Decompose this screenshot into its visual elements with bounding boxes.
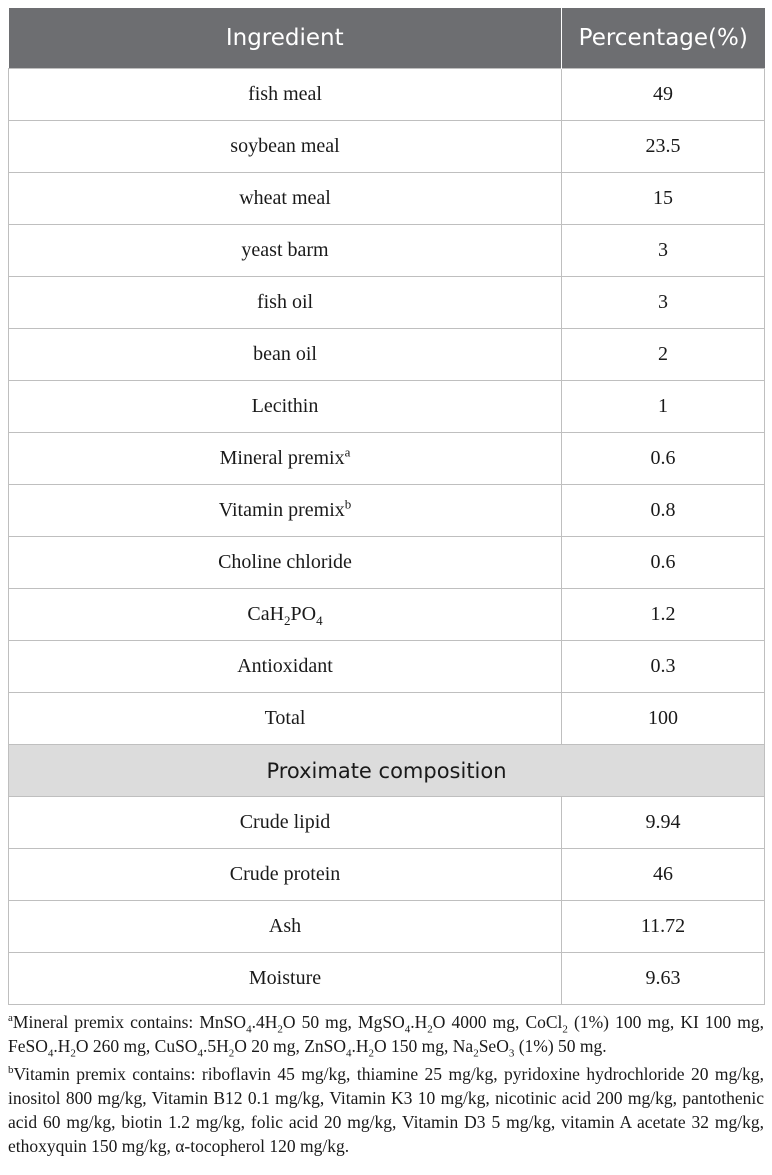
subscript: 4 [346,1047,352,1060]
ingredient-name: Crude protein [229,863,341,885]
subscript: 2 [228,1047,235,1060]
ingredient-name-cell [9,797,562,849]
subscript: 2 [368,1047,375,1060]
table-row [9,381,765,433]
ingredient-name-cell [9,121,562,173]
footnote-mark: b [8,1064,14,1077]
subscript: 2 [427,1023,433,1036]
percentage-cell: 46 [562,849,765,901]
ingredient-name: fish meal [248,83,322,105]
table-header-row [9,8,765,69]
footnote-text-part: O 260 mg, CuSO [75,1036,198,1056]
table-row [9,797,765,849]
footnote-text-part: O 50 mg, MgSO [282,1012,405,1032]
footnote-text-part: O 150 mg, Na [374,1036,474,1056]
ingredient-name-cell [9,277,562,329]
table-row [9,485,765,537]
footnote-mark: a [8,1012,13,1025]
ingredient-name-cell [9,329,562,381]
table-row [9,433,765,485]
percentage-cell: 9.94 [562,797,765,849]
ingredient-name-cell [9,537,562,589]
section-row [9,745,765,797]
subscript: 2 [70,1047,76,1060]
ingredient-name-cell [9,485,562,537]
subscript: 2 [473,1047,479,1060]
table-footnotes [8,1010,764,1162]
footnote-text-part: .H [351,1036,369,1056]
ingredient-name-cell [9,589,562,641]
ingredient-name: bean oil [253,343,317,365]
ingredient-name: Moisture [248,967,322,989]
composition-rows [9,797,765,1005]
percentage-cell: 0.6 [562,433,765,485]
subscript: 3 [508,1047,515,1060]
diet-composition-table-wrap [8,8,764,1005]
percentage-cell: 0.3 [562,641,765,693]
table-row [9,121,765,173]
table-row [9,589,765,641]
ingredient-name: Choline chloride [218,551,352,573]
table-row [9,953,765,1005]
ingredient-name: wheat meal [239,187,331,209]
table-row [9,849,765,901]
percentage-cell: 3 [562,225,765,277]
footnote-text-part: .4H [251,1012,278,1032]
footnote-text-part: .H [53,1036,71,1056]
footnote-text-part: .5H [202,1036,229,1056]
footnote-mark: b [344,496,352,512]
table-row [9,329,765,381]
percentage-cell: 2 [562,329,765,381]
ingredient-name-cell [9,693,562,745]
subscript: 2 [277,1023,283,1036]
footnote-text-part: (1%) 100 mg, KI 100 mg, FeSO [8,1012,764,1056]
table-row [9,693,765,745]
percentage-cell: 15 [562,173,765,225]
percentage-cell: 23.5 [562,121,765,173]
ingredient-name-cell [9,69,562,121]
percentage-cell: 3 [562,277,765,329]
percentage-cell: 0.8 [562,485,765,537]
footnote-text-part: O 20 mg, ZnSO [234,1036,347,1056]
ingredient-name: Crude lipid [239,811,331,833]
percentage-cell: 49 [562,69,765,121]
ingredient-name-cell [9,641,562,693]
formula-text: CaH [247,603,285,625]
footnote-text-part: (1%) 50 mg. [514,1036,607,1056]
footnote-text-part: SeO [478,1036,509,1056]
footnote-vitamin [8,1062,764,1158]
table-row [9,901,765,953]
ingredient-name: yeast barm [241,239,329,261]
percentage-cell: 9.63 [562,953,765,1005]
ingredient-rows [9,69,765,745]
ingredient-name: Mineral premix [219,447,345,469]
percentage-cell: 1 [562,381,765,433]
table-row [9,641,765,693]
subscript: 4 [316,613,323,628]
formula-text: PO [290,603,317,625]
column-header-percentage: Percentage(%) [562,8,765,69]
ingredient-name: fish oil [256,291,314,313]
subscript: 2 [562,1023,568,1036]
footnote-vitamin-text: Vitamin premix contains: riboflavin 45 mg/kg, thiamine 25 mg/kg, pyridoxine hydrochloride 20 mg/kg, inositol 800 mg/kg, Vitamin B12 0.1 mg/kg, Vitamin K3 10 mg/kg, nicotinic acid 200 mg/kg, pantothenic acid 60 mg/kg, biotin 1.2 mg/kg, folic acid 20 mg/kg, Vitamin D3 5 mg/kg, vitamin A acetate 32 mg/kg, ethoxyquin 150 mg/kg, α-tocopherol 120 mg/kg. [8,1064,764,1156]
ingredient-name-cell [9,901,562,953]
ingredient-name: Lecithin [251,395,319,417]
footnote-text-part: O 4000 mg, CoCl [432,1012,563,1032]
ingredient-name: Total [264,707,306,729]
footnote-text-part: .H [410,1012,428,1032]
subscript: 4 [47,1047,54,1060]
diet-composition-table [8,8,765,1005]
footnote-mineral [8,1010,764,1058]
subscript: 4 [197,1047,203,1060]
table-row [9,225,765,277]
table-row [9,277,765,329]
table-row [9,537,765,589]
percentage-cell: 0.6 [562,537,765,589]
ingredient-name: Vitamin premix [218,499,345,521]
ingredient-name-cell [9,225,562,277]
ingredient-name: Antioxidant [237,655,333,677]
ingredient-name-cell [9,433,562,485]
table-row [9,69,765,121]
footnote-text-part: Mineral premix contains: MnSO [12,1012,247,1032]
ingredient-name: Ash [268,915,302,937]
subscript: 4 [246,1023,252,1036]
percentage-cell: 100 [562,693,765,745]
ingredient-name-cell [9,173,562,225]
subscript: 2 [284,613,291,628]
ingredient-name-cell [9,381,562,433]
subscript: 4 [404,1023,411,1036]
column-header-ingredient: Ingredient [9,8,562,69]
ingredient-name-cell [9,953,562,1005]
footnote-mineral-text [8,1012,764,1060]
percentage-cell: 11.72 [562,901,765,953]
section-title: Proximate composition [9,745,765,797]
table-row [9,173,765,225]
percentage-cell: 1.2 [562,589,765,641]
footnote-mark: a [344,444,351,460]
ingredient-name: soybean meal [230,135,340,157]
ingredient-name-cell [9,849,562,901]
